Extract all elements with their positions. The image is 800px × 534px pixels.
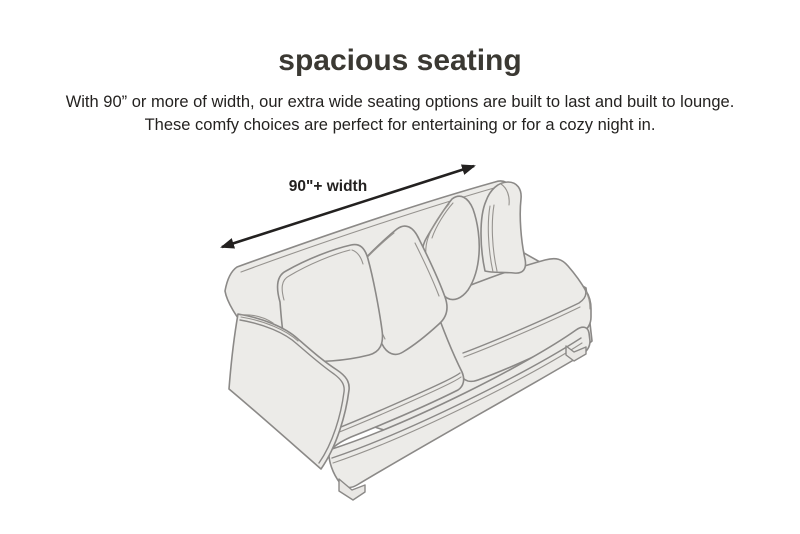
page-title: spacious seating [278,44,522,77]
description-line-2: These comfy choices are perfect for entertaining or for a cozy night in. [144,116,656,134]
dimension-label: 90"+ width [288,178,368,195]
back-pillow-far-right [481,182,526,273]
description-line-1: With 90” or more of width, our extra wide seating options are built to last and built to lounge. [65,93,735,111]
